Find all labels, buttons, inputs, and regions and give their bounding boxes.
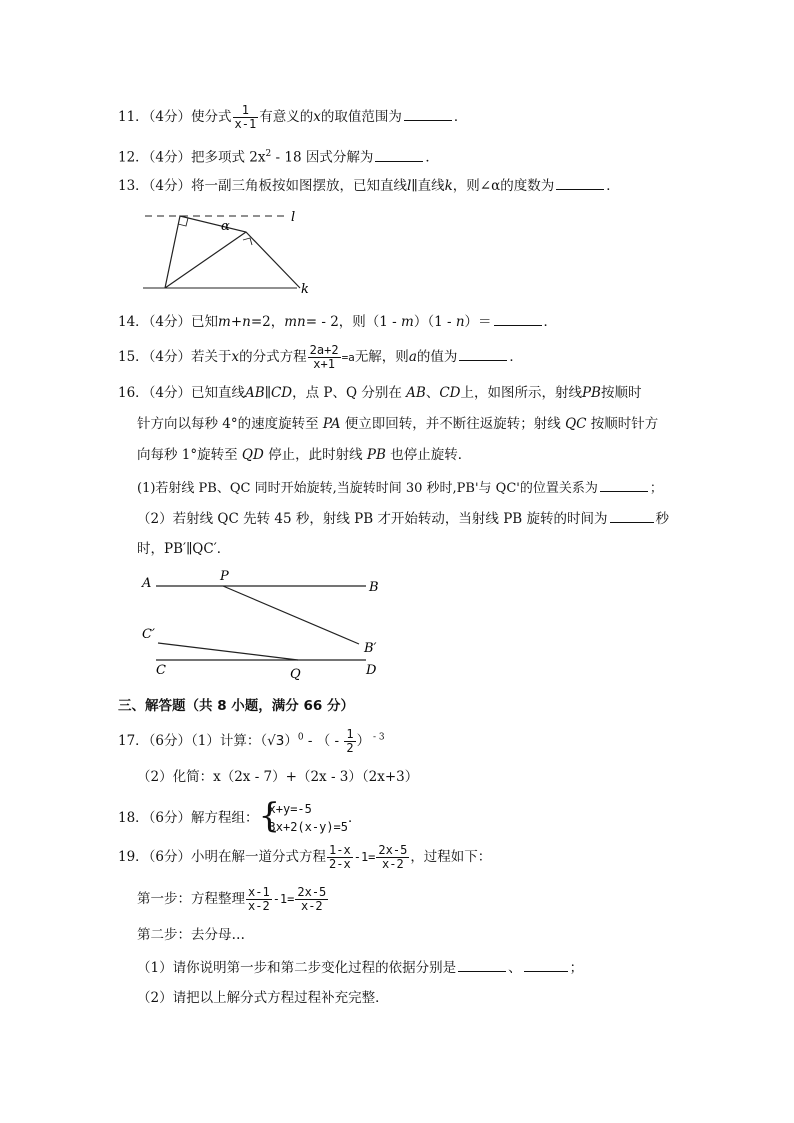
label-C: C (156, 663, 166, 678)
question-13: 13．（4分）将一副三角板按如图摆放，已知直线l∥直线k，则∠α的度数为 ． (118, 178, 620, 194)
answer-blank[interactable] (524, 958, 568, 972)
figure-triangles (135, 205, 335, 300)
right-angle-mark (243, 238, 252, 245)
label-k: k (301, 282, 309, 297)
label-l: l (291, 210, 296, 225)
question-19-part1: （1）请你说明第一步和第二步变化过程的依据分别是 、 ； (137, 960, 584, 976)
answer-blank[interactable] (610, 509, 654, 523)
question-16-part1: (1)若射线 PB、QC 同时开始旋转,当旋转时间 30 秒时,PB'与 QC'的位置关系为 ； (137, 478, 663, 498)
fraction: $\frac{1}{2}$ (346, 727, 354, 755)
fraction: $\frac{1}{x-1}$ (234, 103, 257, 131)
label-P: P (220, 569, 229, 584)
question-18: 18．（6分）解方程组： { x+y=-5 3x+2(x-y)=5 ． (118, 796, 362, 836)
ray-pb-prime (223, 586, 359, 644)
question-19: 19．（6分）小明在解一道分式方程 $\frac{1-x}{2-x}$ -1= $\frac{2x-5}{x-2}$ ，过程如下： (118, 843, 492, 871)
answer-blank[interactable] (494, 312, 542, 326)
fraction: $\frac{2x-5}{x-2}$ (378, 843, 408, 871)
fraction: $\frac{2x-5}{x-2}$ (297, 885, 327, 913)
equation-system: { x+y=-5 3x+2(x-y)=5 (258, 796, 349, 836)
fraction: $\frac{1-x}{2-x}$ (329, 843, 351, 871)
answer-blank[interactable] (404, 107, 452, 121)
label-C-prime: C′ (142, 627, 155, 642)
answer-blank[interactable] (459, 347, 507, 361)
question-19-part2: （2）请把以上解分式方程过程补充完整． (137, 990, 389, 1006)
question-12: 12．（4分）把多项式 $2x^2 - 18$ 因式分解为 ． (118, 149, 439, 166)
label-A: A (142, 576, 152, 591)
label-Q: Q (290, 667, 301, 682)
fraction: $\frac{2a+2}{x+1}$ (309, 343, 339, 371)
figure-parallel-lines (138, 566, 388, 684)
triangle-outline (165, 216, 300, 288)
answer-blank[interactable] (556, 176, 604, 190)
label-B-prime: B′ (364, 641, 377, 656)
question-16-line1: 16．（4分）已知直线AB∥CD，点 P、Q 分别在 AB、CD上，如图所示，射线PB按顺时 (118, 385, 642, 401)
triangle-diagonal (165, 232, 246, 288)
answer-blank[interactable] (375, 148, 423, 162)
ray-qc-prime (158, 643, 298, 660)
question-17-part2: （2）化简：x（2x - 7）+（2x - 3）（2x+3） (137, 769, 419, 785)
question-17-part1: 17．（6分）（1）计算：$(√3)^0$ - （ - $\frac{1}{2}$ ） $^{- 3}$ (118, 727, 385, 755)
question-16-line3: 向每秒 1°旋转至 QD 停止，此时射线 PB 也停止旋转． (137, 447, 472, 463)
label-D: D (366, 663, 377, 678)
question-14: 14．（4分）已知m+n=2，mn= - 2，则（1 - m）（1 - n）＝ ． (118, 314, 558, 330)
brace-icon: { (258, 796, 281, 836)
question-19-step2: 第二步：去分母… (137, 927, 245, 943)
question-16-line2: 针方向以每秒 4°的速度旋转至 PA 便立即回转，并不断往返旋转；射线 QC 按顺时针方 (137, 416, 659, 432)
question-16-part2: （2）若射线 QC 先转 45 秒，射线 PB 才开始转动，当射线 PB 旋转的时间为 秒 (137, 511, 670, 527)
answer-blank[interactable] (458, 958, 506, 972)
question-16-part3: 时，PB′∥QC′． (137, 541, 231, 557)
label-B: B (369, 580, 379, 595)
question-11: 11．（4分）使分式 $\frac{1}{x-1}$ 有意义的x的取值范围为 ． (118, 103, 468, 131)
question-15: 15．（4分）若关于x的分式方程 $\frac{2a+2}{x+1}$ =a无解，则a的值为 ． (118, 343, 523, 371)
section-heading: 三、解答题（共 8 小题，满分 66 分） (118, 698, 354, 714)
label-alpha: α (221, 219, 230, 234)
fraction: $\frac{x-1}{x-2}$ (248, 885, 270, 913)
answer-blank[interactable] (600, 478, 648, 492)
question-19-step1: 第一步：方程整理 $\frac{x-1}{x-2}$ -1= $\frac{2x-5}{x-2}$ (137, 885, 327, 913)
